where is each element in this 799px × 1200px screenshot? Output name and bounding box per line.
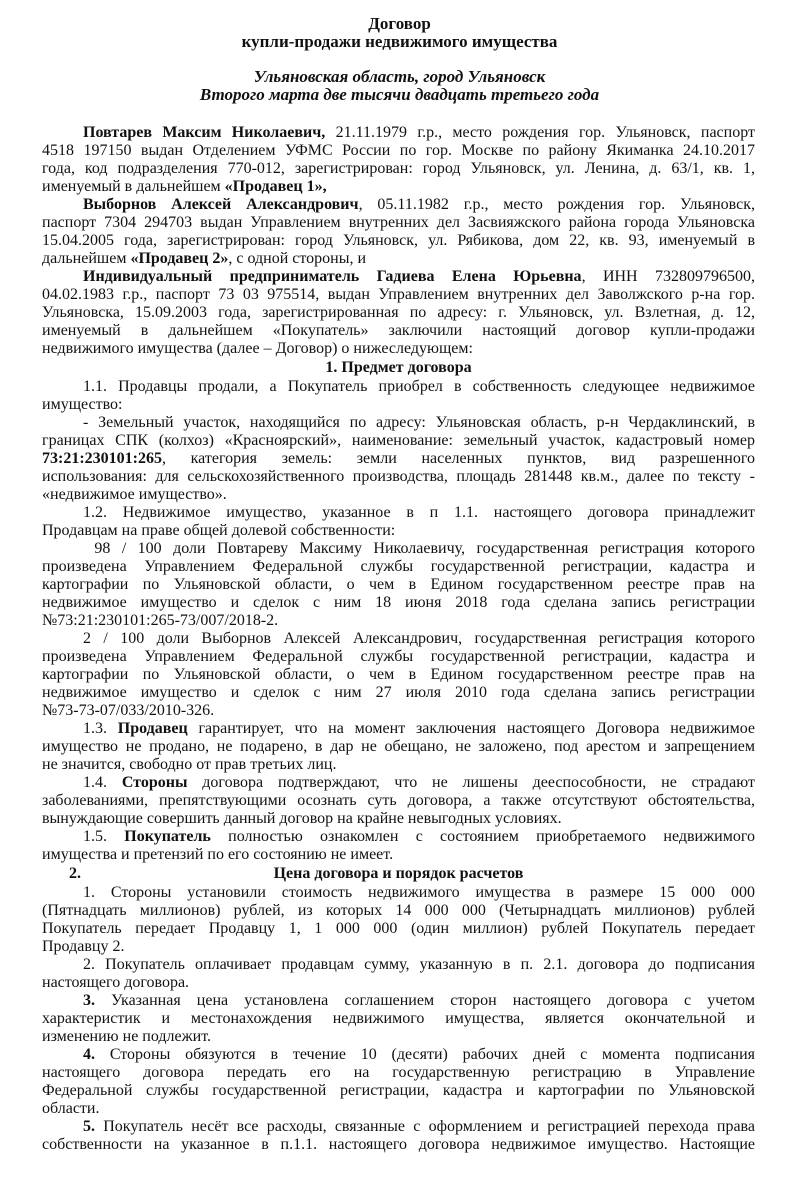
text-line bbox=[42, 196, 755, 214]
document-title bbox=[0, 15, 799, 50]
text: (Пятнадцать миллионов) рублей, из которых 14 000 000 (Четырнадцать миллионов) рублей bbox=[42, 902, 755, 919]
text-line bbox=[42, 486, 755, 504]
bold-text: 4. bbox=[83, 1046, 95, 1063]
text: именуемый в дальнейшем «Покупатель» заключили настоящий договор купли-продажи bbox=[42, 322, 755, 339]
text: №73:21:230101:265-73/007/2018-2. bbox=[42, 612, 279, 629]
text-line bbox=[42, 774, 755, 792]
text-line bbox=[42, 1010, 755, 1028]
text-line bbox=[42, 630, 755, 648]
text: договора подтверждают, что не лишены дееспособности, не страдают bbox=[187, 774, 755, 791]
bold-text: «Продавец 2» bbox=[130, 250, 229, 267]
text-line bbox=[42, 902, 755, 920]
text-line bbox=[42, 612, 755, 630]
paragraph bbox=[42, 540, 755, 630]
text: картографии по Ульяновской области, о чем в Едином государственном реестре прав на bbox=[42, 666, 755, 683]
paragraph bbox=[42, 774, 755, 828]
bold-text: Покупатель bbox=[124, 828, 211, 845]
text-line bbox=[42, 666, 755, 684]
text-line bbox=[42, 322, 755, 340]
text: гарантирует, что на момент заключения настоящего Договора недвижимое bbox=[187, 720, 755, 737]
text: не значится, свободно от прав третьих лиц. bbox=[42, 756, 337, 773]
text: дальнейшем bbox=[42, 250, 131, 267]
paragraph bbox=[42, 956, 755, 992]
text: 04.02.1983 г.р., паспорт 73 03 975514, выдан Управлением внутренних дел Заволжского р-на гор. bbox=[42, 286, 755, 303]
text-line bbox=[42, 160, 755, 178]
text-line bbox=[42, 432, 755, 450]
text: границах СПК (колхоз) «Красноярский», наименование: земельный участок, кадастровый номер bbox=[42, 432, 755, 449]
text-line bbox=[42, 576, 755, 594]
text-line bbox=[42, 594, 755, 612]
place-and-date bbox=[0, 68, 799, 103]
text-line bbox=[42, 938, 755, 956]
text: Продавцу 2. bbox=[42, 938, 125, 955]
text: 15.04.2005 года, зарегистрирован: город Ульяновск, ул. Рябикова, дом 22, кв. 93, именуемый в bbox=[42, 232, 755, 249]
text-line bbox=[42, 920, 755, 938]
text-line bbox=[42, 1064, 755, 1082]
text-line bbox=[42, 268, 755, 286]
text: картографии по Ульяновской области, о чем в Едином государственном реестре прав на bbox=[42, 576, 755, 593]
text-line bbox=[42, 956, 755, 974]
text: - Земельный участок, находящийся по адресу: Ульяновская область, р-н Чердаклинский, в bbox=[83, 414, 755, 431]
text-line bbox=[42, 522, 755, 540]
text-line bbox=[42, 286, 755, 304]
paragraph bbox=[42, 196, 755, 268]
text: имущество: bbox=[42, 396, 123, 413]
text-line bbox=[42, 702, 755, 720]
text: 1.2. Недвижимое имущество, указанное в п 1.1. настоящего договора принадлежит bbox=[83, 504, 755, 521]
text: использования: для сельскохозяйственного производства, площадь 281448 кв.м., далее по тексту - bbox=[42, 468, 755, 485]
paragraph bbox=[42, 378, 755, 414]
text: 4518 197150 выдан Отделением УФМС России по гор. Москве по району Якиманка 24.10.2017 bbox=[42, 142, 755, 159]
text: 98 / 100 доли Повтареву Максиму Николаевичу, государственная регистрация которого bbox=[83, 540, 755, 557]
text: полностью ознакомлен с состоянием приобретаемого недвижимого bbox=[210, 828, 755, 845]
paragraph bbox=[42, 1046, 755, 1118]
text: вынуждающие совершить данный договор на крайне невыгодных условиях. bbox=[42, 810, 562, 827]
section-number: 2. bbox=[69, 865, 81, 882]
paragraph bbox=[42, 414, 755, 504]
text-line bbox=[42, 846, 755, 864]
text: 1. Стороны установили стоимость недвижимого имущества в размере 15 000 000 bbox=[83, 884, 755, 901]
text: недвижимого имущества (далее – Договор) о нижеследующем: bbox=[42, 340, 473, 357]
text: 21.11.1979 г.р., место рождения гор. Ульяновск, паспорт bbox=[325, 124, 756, 141]
text: заболеваниями, препятствующими осознать суть договора, а также отсутствуют обстоятельства, bbox=[42, 792, 755, 809]
paragraph bbox=[42, 884, 755, 956]
text-line bbox=[42, 450, 755, 468]
text-line bbox=[42, 396, 755, 414]
text: Указанная цена установлена соглашением сторон настоящего договора с учетом bbox=[95, 992, 755, 1009]
text: изменению не подлежит. bbox=[42, 1028, 212, 1045]
text-line bbox=[42, 1118, 755, 1136]
text: недвижимое имущество и сделок с ним 27 июля 2010 года сделана запись регистрации bbox=[42, 684, 755, 701]
text: , ИНН 732809796500, bbox=[581, 268, 755, 285]
text-line bbox=[42, 540, 755, 558]
text: 2 / 100 доли Выборнов Алексей Александрович, государственная регистрация которого bbox=[83, 630, 755, 647]
bold-text: 5. bbox=[83, 1118, 95, 1135]
text-line bbox=[42, 1100, 755, 1118]
text: настоящего договора. bbox=[42, 974, 190, 991]
text-line bbox=[42, 992, 755, 1010]
paragraph bbox=[42, 992, 755, 1046]
section-title: Цена договора и порядок расчетов bbox=[273, 865, 524, 882]
text-line bbox=[42, 792, 755, 810]
paragraph bbox=[42, 268, 755, 358]
text: , 05.11.1982 г.р., место рождения гор. Ульяновск, bbox=[358, 196, 756, 213]
section-heading bbox=[42, 865, 755, 883]
text: , с одной стороны, и bbox=[228, 250, 367, 267]
bold-text: Индивидуальный предприниматель Гадиева Елена Юрьевна bbox=[83, 268, 582, 285]
text: «недвижимое имущество». bbox=[42, 486, 227, 503]
text-line bbox=[42, 504, 755, 522]
text: паспорт 7304 294703 выдан Управлением внутренних дел Засвияжского района города Ульяновска bbox=[42, 214, 755, 231]
text-line bbox=[42, 214, 755, 232]
bold-text: Повтарев Максим Николаевич, bbox=[83, 124, 326, 141]
text-line bbox=[42, 884, 755, 902]
text-line bbox=[42, 558, 755, 576]
bold-text: Стороны bbox=[121, 774, 188, 791]
text: характеристик и местонахождения недвижимого имущества, является окончательной и bbox=[42, 1010, 755, 1027]
paragraph bbox=[42, 720, 755, 774]
text: Покупатель передает Продавцу 1, 1 000 000 (один миллион) рублей Покупатель передает bbox=[42, 920, 755, 937]
paragraph bbox=[42, 828, 755, 864]
text: произведена Управлением Федеральной службы государственной регистрации, кадастра и bbox=[42, 648, 755, 665]
text: Продавцам на праве общей долевой собственности: bbox=[42, 522, 396, 539]
text-line bbox=[42, 648, 755, 666]
text: именуемый в дальнейшем bbox=[42, 178, 225, 195]
text-line bbox=[42, 414, 755, 432]
text: произведена Управлением Федеральной службы государственной регистрации, кадастра и bbox=[42, 558, 755, 575]
text: №73-73-07/033/2010-326. bbox=[42, 702, 215, 719]
text: 1.3. bbox=[83, 720, 118, 737]
paragraph bbox=[42, 1118, 755, 1154]
text: имущества и претензий по его состоянию не имеет. bbox=[42, 846, 394, 863]
text: Стороны обязуются в течение 10 (десяти) рабочих дней с момента подписания bbox=[95, 1046, 755, 1063]
section-heading: 1. Предмет договора bbox=[325, 359, 472, 376]
text: 1.5. bbox=[83, 828, 125, 845]
text: Ульяновска, 15.09.2003 года, зарегистрированная по адресу: г. Ульяновск, ул. Взлетная, д. 12, bbox=[42, 304, 755, 321]
paragraph bbox=[42, 504, 755, 540]
text-line bbox=[42, 340, 755, 358]
bold-text: Выборнов Алексей Александрович bbox=[83, 196, 359, 213]
text-line bbox=[42, 178, 755, 196]
bold-text: 73:21:230101:265 bbox=[42, 450, 162, 467]
text: имущество не продано, не подарено, в дар не обещано, не заложено, под арестом и запрещением bbox=[42, 738, 755, 755]
text: 2. Покупатель оплачивает продавцам сумму, указанную в п. 2.1. договора до подписания bbox=[83, 956, 755, 973]
text-line bbox=[42, 378, 755, 396]
bold-text: 3. bbox=[83, 992, 95, 1009]
text: , категория земель: земли населенных пунктов, вид разрешенного bbox=[161, 450, 755, 467]
text-line bbox=[42, 250, 755, 268]
paragraph bbox=[42, 124, 755, 196]
text-line bbox=[42, 304, 755, 322]
place: Ульяновская область, город Ульяновск bbox=[253, 67, 546, 86]
text-line bbox=[42, 232, 755, 250]
text-line bbox=[42, 738, 755, 756]
text-line bbox=[42, 828, 755, 846]
text: Покупатель несёт все расходы, связанные с оформлением и регистрацией перехода права bbox=[95, 1118, 755, 1135]
bold-text: «Продавец 1», bbox=[224, 178, 327, 195]
title-line-2: купли-продажи недвижимого имущества bbox=[241, 31, 558, 51]
text-line bbox=[42, 142, 755, 160]
date: Второго марта две тысячи двадцать третьего года bbox=[199, 84, 600, 104]
text: настоящего договора передать его на государственную регистрацию в Управление bbox=[42, 1064, 755, 1081]
text: Федеральной службы государственной регистрации, кадастра и картографии по Ульяновской bbox=[42, 1082, 755, 1099]
text: года, код подразделения 770-012, зарегистрирован: город Ульяновск, ул. Ленина, д. 63/1, кв. 1, bbox=[42, 160, 755, 177]
text-line bbox=[42, 684, 755, 702]
paragraph bbox=[42, 630, 755, 720]
text-line bbox=[42, 124, 755, 142]
text: недвижимое имущество и сделок с ним 18 июня 2018 года сделана запись регистрации bbox=[42, 594, 755, 611]
text: собственности на указанное в п.1.1. настоящего договора недвижимое имущество. Настоящие bbox=[42, 1136, 755, 1153]
text-line bbox=[42, 1136, 755, 1154]
text: области. bbox=[42, 1100, 100, 1117]
text: 1.1. Продавцы продали, а Покупатель приобрел в собственность следующее недвижимое bbox=[83, 378, 755, 395]
text-line bbox=[42, 468, 755, 486]
text-line bbox=[42, 1082, 755, 1100]
text-line bbox=[42, 1046, 755, 1064]
text-line bbox=[42, 974, 755, 992]
text-line bbox=[42, 720, 755, 738]
text: 1.4. bbox=[83, 774, 122, 791]
title-line-1: Договор bbox=[368, 14, 431, 33]
contract-body bbox=[42, 124, 755, 1154]
bold-text: Продавец bbox=[117, 720, 188, 737]
text-line bbox=[42, 1028, 755, 1046]
text-line bbox=[42, 756, 755, 774]
text-line bbox=[42, 810, 755, 828]
